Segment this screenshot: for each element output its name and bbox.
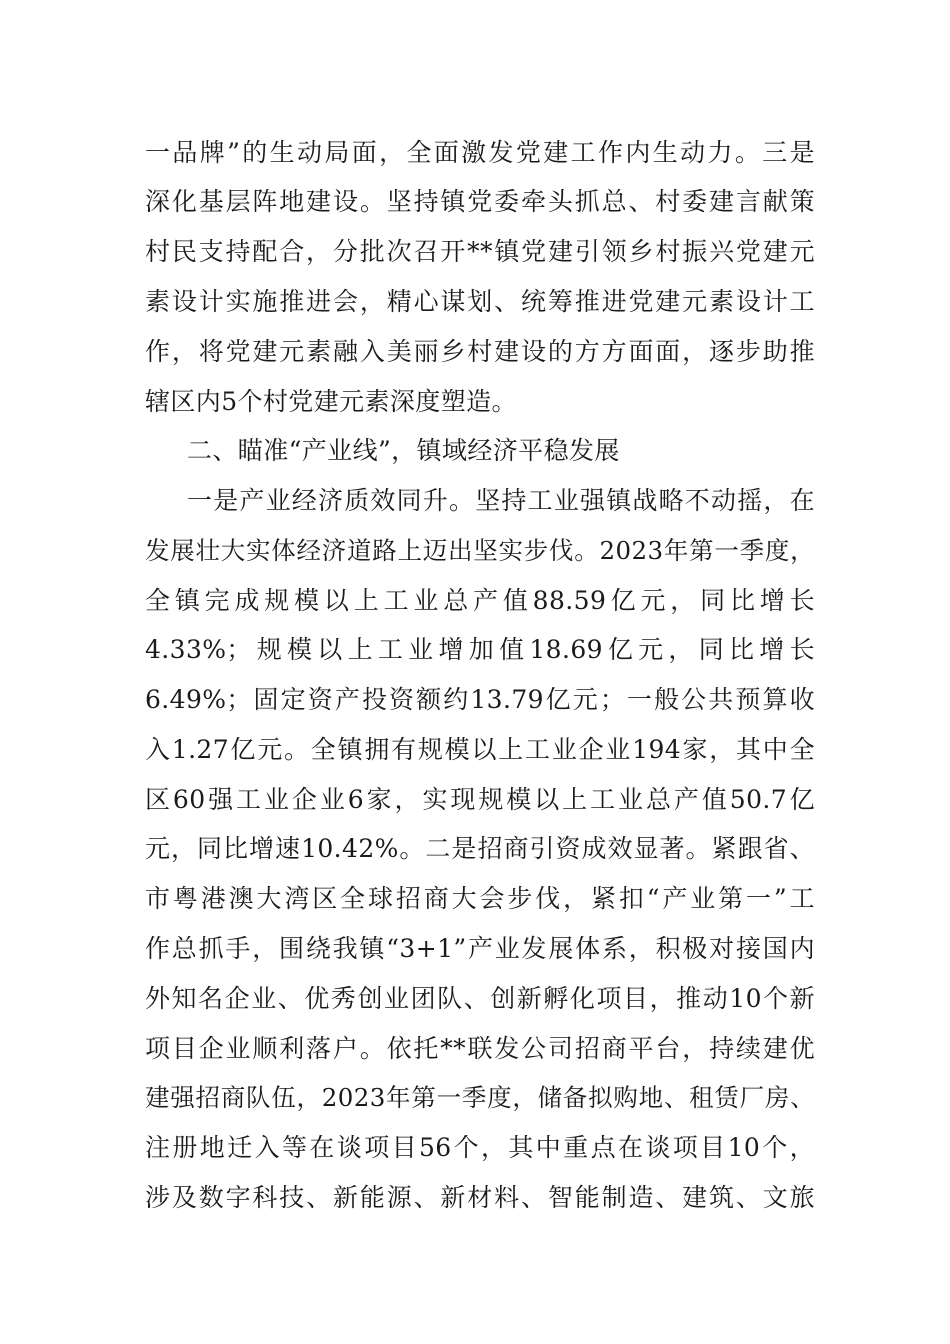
text-line-2: 深化基层阵地建设。坚持镇党委牵头抓总、村委建言献策	[145, 187, 815, 216]
text-line-13: 入1.27亿元。全镇拥有规模以上工业企业194家，其中全	[145, 735, 815, 764]
text-line-6: 辖区内5个村党建元素深度塑造。	[145, 387, 517, 416]
text-line-19: 项目企业顺利落户。依托**联发公司招商平台，持续建优	[145, 1034, 815, 1063]
text-line-3: 村民支持配合，分批次召开**镇党建引领乡村振兴党建元	[145, 237, 815, 266]
text-line-8: 一是产业经济质效同升。坚持工业强镇战略不动摇，在	[187, 486, 815, 515]
text-line-21: 注册地迁入等在谈项目56个，其中重点在谈项目10个，	[145, 1133, 815, 1162]
text-line-5: 作，将党建元素融入美丽乡村建设的方方面面，逐步助推	[145, 337, 815, 366]
text-line-12: 6.49%；固定资产投资额约13.79亿元；一般公共预算收	[145, 685, 815, 714]
text-line-10: 全镇完成规模以上工业总产值88.59亿元，同比增长	[145, 586, 815, 615]
text-line-14: 区60强工业企业6家，实现规模以上工业总产值50.7亿	[145, 785, 815, 814]
text-line-1: 一品牌”的生动局面，全面激发党建工作内生动力。三是	[145, 138, 815, 167]
text-line-11: 4.33%；规模以上工业增加值18.69亿元，同比增长	[145, 635, 815, 664]
text-line-16: 市粤港澳大湾区全球招商大会步伐，紧扣“产业第一”工	[145, 884, 815, 913]
text-line-18: 外知名企业、优秀创业团队、创新孵化项目，推动10个新	[145, 984, 815, 1013]
text-line-4: 素设计实施推进会，精心谋划、统筹推进党建元素设计工	[145, 287, 815, 316]
text-line-22: 涉及数字科技、新能源、新材料、智能制造、建筑、文旅	[145, 1183, 815, 1212]
section-heading: 二、瞄准“产业线”，镇域经济平稳发展	[187, 436, 620, 465]
text-line-9: 发展壮大实体经济道路上迈出坚实步伐。2023年第一季度，	[145, 536, 815, 565]
text-line-20: 建强招商队伍，2023年第一季度，储备拟购地、租赁厂房、	[145, 1083, 815, 1112]
text-line-15: 元，同比增速10.42%。二是招商引资成效显著。紧跟省、	[145, 834, 815, 863]
text-line-17: 作总抓手，围绕我镇“3+1”产业发展体系，积极对接国内	[145, 934, 815, 963]
